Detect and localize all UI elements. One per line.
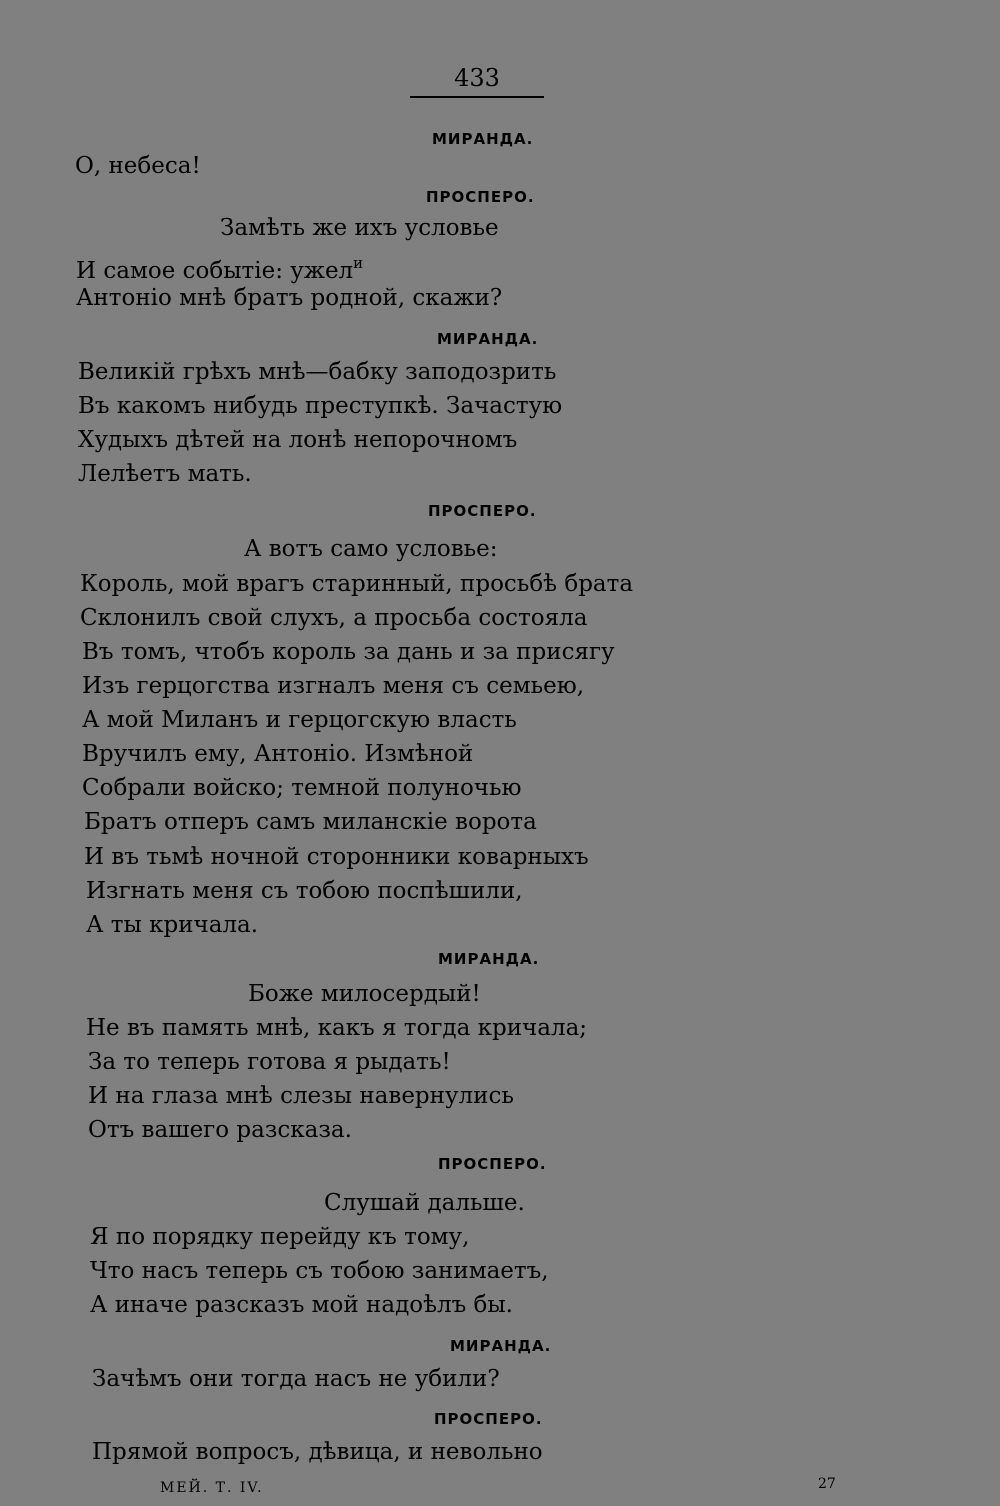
verse-line: Изгнать меня съ тобою поспѣшили, xyxy=(86,878,523,904)
speaker-miranda: МИРАНДА. xyxy=(437,330,539,348)
verse-line: Я по порядку перейду къ тому, xyxy=(90,1224,470,1250)
verse-line: Вручилъ ему, Антоніо. Измѣной xyxy=(82,741,474,767)
verse-line: Боже милосердый! xyxy=(248,981,481,1007)
verse-line: Въ томъ, чтобъ король за дань и за присягу xyxy=(82,639,615,665)
verse-line: И на глаза мнѣ слезы навернулись xyxy=(88,1083,514,1109)
signature-number: 27 xyxy=(818,1476,836,1492)
header-rule xyxy=(410,96,544,98)
verse-line: Прямой вопросъ, дѣвица, и невольно xyxy=(92,1439,543,1465)
verse-line: А мой Миланъ и герцогскую власть xyxy=(82,707,517,733)
page-number: 433 xyxy=(454,64,500,92)
speaker-miranda: МИРАНДА. xyxy=(432,130,534,148)
verse-line: И въ тьмѣ ночной сторонники коварныхъ xyxy=(84,844,589,870)
verse-line: Великій грѣхъ мнѣ—бабку заподозрить xyxy=(78,359,557,385)
verse-line: Въ какомъ нибудь преступкѣ. Зачастую xyxy=(78,393,563,419)
speaker-miranda: МИРАНДА. xyxy=(450,1337,552,1355)
verse-line-with-superscript xyxy=(76,249,363,285)
verse-line: Лелѣетъ мать. xyxy=(78,461,252,487)
superscript-letter: и xyxy=(353,254,364,272)
verse-line: Собрали войско; темной полуночью xyxy=(82,775,522,801)
speaker-prospero: ПРОСПЕРО. xyxy=(434,1410,543,1428)
printer-signature: МЕЙ. Т. IV. xyxy=(160,1480,264,1496)
speaker-prospero: ПРОСПЕРО. xyxy=(426,188,535,206)
verse-line: А иначе разсказъ мой надоѣлъ бы. xyxy=(90,1292,513,1318)
verse-line: Король, мой врагъ старинный, просьбѣ брата xyxy=(80,571,634,597)
verse-line: Братъ отперъ самъ миланскіе ворота xyxy=(84,809,537,835)
verse-line: Зачѣмъ они тогда насъ не убили? xyxy=(92,1366,500,1392)
verse-line: Слушай дальше. xyxy=(324,1190,525,1216)
verse-line: Не въ память мнѣ, какъ я тогда кричала; xyxy=(86,1015,588,1041)
verse-line: Что насъ теперь съ тобою занимаетъ, xyxy=(90,1258,549,1284)
verse-line: Отъ вашего разсказа. xyxy=(88,1117,352,1143)
verse-line: О, небеса! xyxy=(75,153,201,179)
verse-line: А вотъ само условье: xyxy=(244,536,498,562)
speaker-miranda: МИРАНДА. xyxy=(438,950,540,968)
speaker-prospero: ПРОСПЕРО. xyxy=(428,502,537,520)
verse-line: Замѣть же ихъ условье xyxy=(220,215,499,241)
verse-line: Изъ герцогства изгналъ меня съ семьею, xyxy=(82,673,585,699)
verse-line: За то теперь готова я рыдать! xyxy=(88,1049,451,1075)
verse-line: Худыхъ дѣтей на лонѣ непорочномъ xyxy=(78,427,518,453)
verse-text: И самое событіе: ужел xyxy=(76,258,354,284)
verse-line: Антоніо мнѣ братъ родной, скажи? xyxy=(76,285,503,311)
speaker-prospero: ПРОСПЕРО. xyxy=(438,1155,547,1173)
verse-line: А ты кричала. xyxy=(86,912,259,938)
verse-line: Склонилъ свой слухъ, а просьба состояла xyxy=(80,605,588,631)
